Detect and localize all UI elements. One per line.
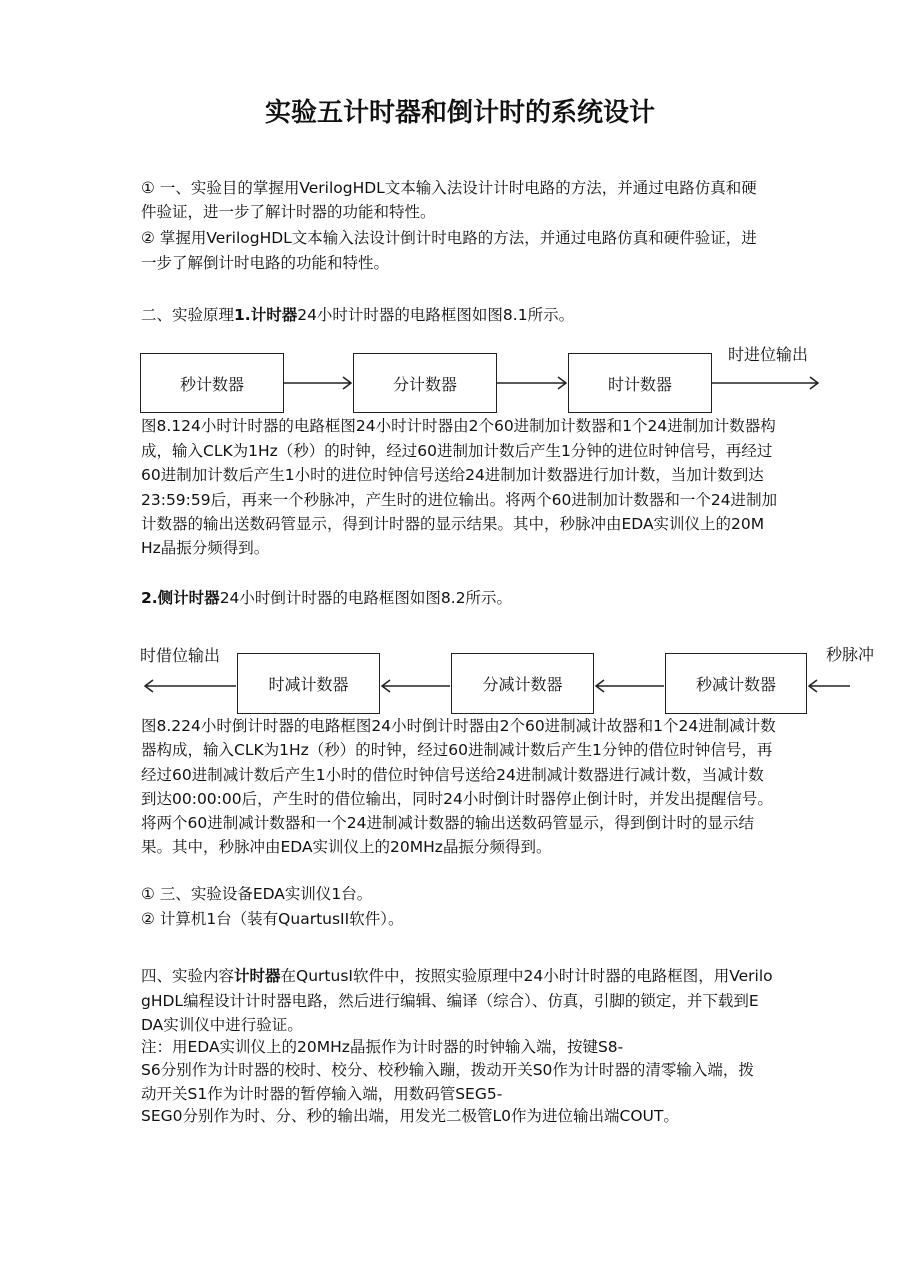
content-line: S6分别作为计时器的校时、校分、校秒输入蹦，拨动开关S0作为计时器的清零输入端，拨 bbox=[141, 1061, 754, 1079]
document-title: 实验五计时器和倒计时的系统设计 bbox=[264, 98, 655, 128]
paragraph-line: 将两个60进制减计数器和一个24进制减计数器的输出送数码管显示，得到倒计时的显示结 bbox=[141, 814, 754, 832]
paragraph-line: 图8.224小时倒计时器的电路框图24小时倒计时器由2个60进制减计故器和1个24进制减计数 bbox=[141, 717, 776, 735]
paragraph-line: 计数器的输出送数码管显示，得到计时器的显示结果。其中，秒脉冲由EDA实训仪上的20M bbox=[141, 515, 765, 533]
content-prefix: 四、实验内容 bbox=[141, 967, 235, 985]
carry-output-label: 时进位输出 bbox=[728, 345, 809, 364]
principle-prefix: 二、实验原理 bbox=[141, 306, 235, 324]
minute-down-counter-box: 分减计数器 bbox=[451, 653, 594, 714]
paragraph-line: 到达00:00:00后，产生时的借位输出，同时24小时倒计时器停止倒计时，并发出提醒信号。 bbox=[141, 790, 773, 808]
content-line: gHDL编程设计计时器电路，然后进行编辑、编译（综合）、仿真，引脚的锁定，并下载到E bbox=[141, 992, 759, 1010]
arrow-icon bbox=[596, 680, 664, 692]
arrow-icon bbox=[712, 377, 818, 389]
hour-counter-box: 时计数器 bbox=[568, 353, 712, 413]
content-rest: 在QurtusI软件中，按照实验原理中24小时计时器的电路框图，用Verilo bbox=[280, 967, 773, 985]
content-heading bbox=[141, 966, 773, 986]
borrow-output-label: 时借位输出 bbox=[140, 646, 221, 665]
objective-line: 件验证，进一步了解计时器的功能和特性。 bbox=[141, 203, 436, 221]
equipment-line: ① 三、实验设备EDA实训仪1台。 bbox=[141, 885, 373, 903]
content-line: SEG0分别作为时、分、秒的输出端，用发光二极管L0作为进位输出端COUT。 bbox=[141, 1107, 679, 1125]
paragraph-line: 器构成，输入CLK为1Hz（秒）的时钟，经过60进制减计数后产生1分钟的借位时钟信号，再 bbox=[141, 741, 773, 759]
countdown-heading bbox=[141, 588, 512, 608]
paragraph-line: 果。其中，秒脉冲由EDA实训仪上的20MHz晶振分频得到。 bbox=[141, 838, 552, 856]
arrow-icon bbox=[284, 377, 351, 389]
arrow-icon bbox=[382, 680, 450, 692]
paragraph-line: 经过60进制减计数后产生1小时的借位时钟信号送给24进制减计数器进行减计数，当减计数 bbox=[141, 766, 764, 784]
principle-rest: 24小时计时器的电路框图如图8.1所示。 bbox=[297, 306, 575, 324]
objective-line: ② 掌握用VerilogHDL文本输入法设计倒计时电路的方法，并通过电路仿真和硬件验证，进 bbox=[141, 229, 757, 247]
arrow-icon bbox=[497, 377, 566, 389]
principle-bold: 1.计时器 bbox=[234, 306, 298, 324]
paragraph-line: 23:59:59后，再来一个秒脉冲，产生时的进位输出。将两个60进制加计数器和一个24进制加 bbox=[141, 491, 778, 509]
paragraph-line: 成，输入CLK为1Hz（秒）的时钟，经过60进制加计数后产生1分钟的进位时钟信号，再经过 bbox=[141, 442, 773, 460]
second-pulse-label: 秒脉冲 bbox=[826, 645, 875, 664]
second-down-counter-box: 秒减计数器 bbox=[665, 653, 807, 714]
arrow-icon bbox=[809, 680, 850, 692]
content-bold: 计时器 bbox=[234, 967, 281, 985]
countdown-bold: 2.侧计时器 bbox=[141, 589, 220, 607]
objective-line: 一步了解倒计时电路的功能和特性。 bbox=[141, 254, 390, 272]
paragraph-line: 60进制加计数后产生1小时的进位时钟信号送给24进制加计数器进行加计数，当加计数到达 bbox=[141, 466, 764, 484]
content-line: 注：用EDA实训仪上的20MHz晶振作为计时器的时钟输入端，按键S8- bbox=[141, 1038, 624, 1056]
minute-counter-box: 分计数器 bbox=[353, 353, 497, 413]
equipment-line: ② 计算机1台（装有QuartusII软件）。 bbox=[141, 910, 404, 928]
objective-line: ① 一、实验目的掌握用VerilogHDL文本输入法设计计时电路的方法，并通过电路仿真和硬 bbox=[141, 179, 757, 197]
paragraph-line: Hz晶振分频得到。 bbox=[141, 539, 270, 557]
content-line: 动开关S1作为计时器的暂停输入端，用数码管SEG5- bbox=[141, 1085, 503, 1103]
second-counter-box: 秒计数器 bbox=[140, 353, 284, 413]
hour-down-counter-box: 时减计数器 bbox=[237, 653, 380, 714]
paragraph-line: 图8.124小时计时器的电路框图24小时计时器由2个60进制加计数器和1个24进制加计数器构 bbox=[141, 417, 776, 435]
arrow-icon bbox=[145, 680, 236, 692]
content-line: DA实训仪中进行验证。 bbox=[141, 1016, 303, 1034]
countdown-rest: 24小时倒计时器的电路框图如图8.2所示。 bbox=[219, 589, 513, 607]
